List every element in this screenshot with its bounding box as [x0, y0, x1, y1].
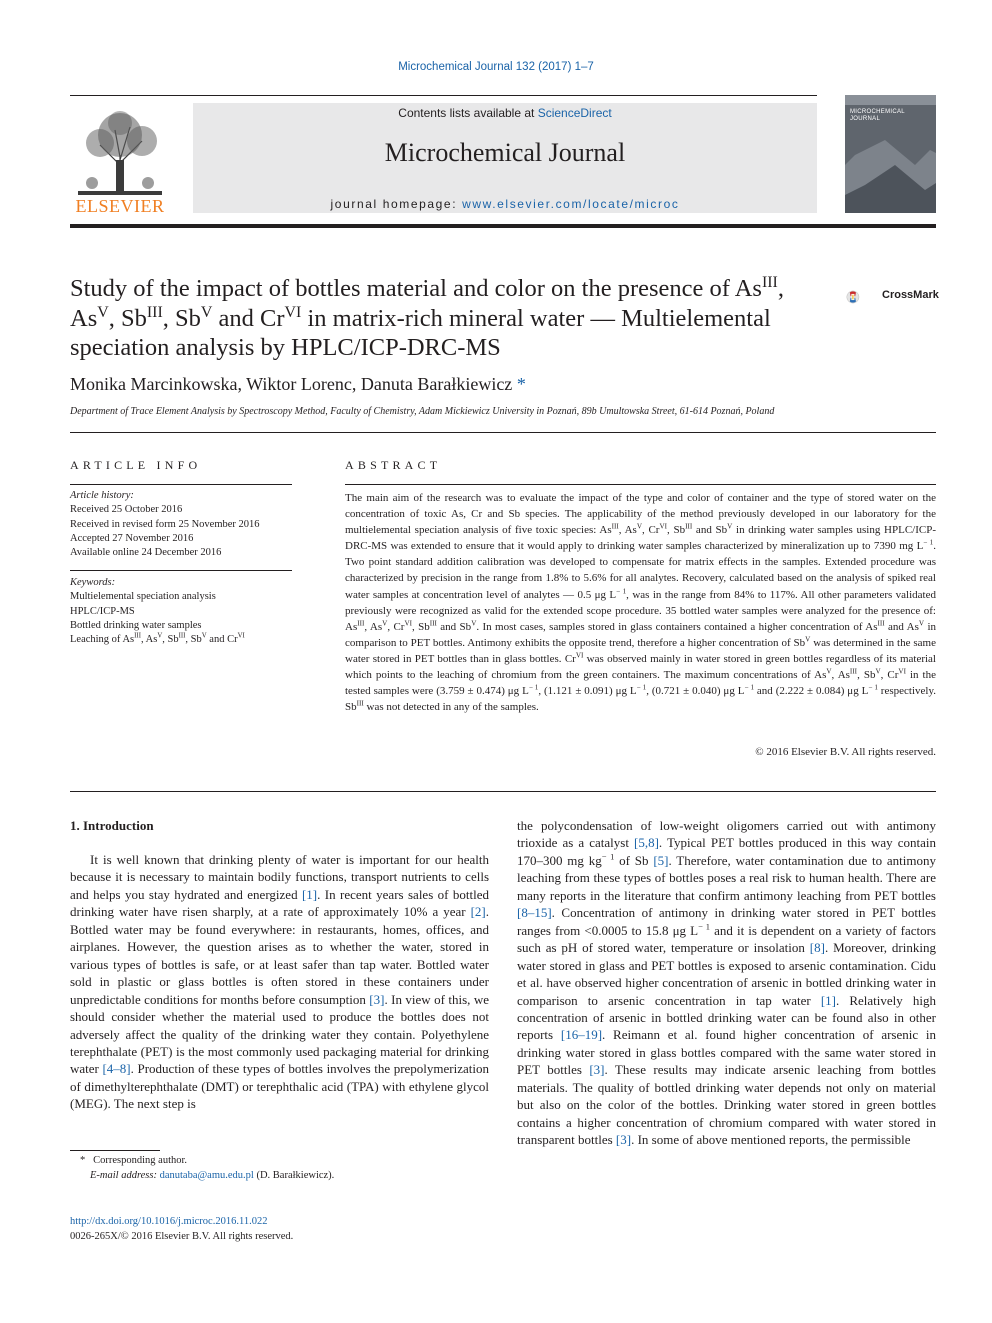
header-heavy-rule [70, 224, 936, 228]
elsevier-logo[interactable]: ELSEVIER [75, 196, 165, 216]
ref-link[interactable]: [1] [301, 886, 318, 902]
abstract-heading: ABSTRACT [345, 458, 442, 472]
corresponding-author-mark[interactable]: * [516, 374, 526, 394]
contents-line [193, 106, 817, 120]
contents-prefix: Contents lists available at [398, 106, 538, 120]
article-history: Article history: Received 25 October 2016 Received in revised form 25 November 2016 Accepted 27 November 2016 Available online 24 December 2016 [70, 490, 260, 559]
ref-link[interactable]: [3] [615, 1132, 632, 1148]
homepage-prefix: journal homepage: [330, 197, 463, 211]
journal-citation[interactable]: Microchemical Journal 132 (2017) 1–7 [398, 61, 594, 73]
crossmark-label[interactable]: CrossMark [882, 289, 939, 301]
footnote-rule [70, 1150, 160, 1151]
affiliation-rule [70, 432, 936, 433]
abstract-copyright: © 2016 Elsevier B.V. All rights reserved. [755, 746, 936, 758]
ref-link[interactable]: [8–15] [517, 905, 552, 921]
email-link[interactable]: danutaba@amu.edu.pl [159, 1169, 254, 1181]
ref-link[interactable]: [4–8] [102, 1061, 131, 1077]
crossmark-icon[interactable] [846, 279, 882, 315]
ref-link[interactable]: [3] [589, 1062, 605, 1078]
doi-link[interactable]: http://dx.doi.org/10.1016/j.microc.2016.11.022 [70, 1216, 268, 1227]
footer [70, 1215, 293, 1244]
author-names[interactable]: Monika Marcinkowska, Wiktor Lorenc, Danuta Barałkiewicz [70, 374, 513, 394]
cover-title: MICROCHEMICAL JOURNAL [850, 109, 905, 122]
ref-link[interactable]: [2] [470, 904, 486, 920]
introduction-heading: 1. Introduction [70, 818, 154, 833]
article-info-heading: ARTICLE INFO [70, 458, 202, 472]
intro-right-column: the polycondensation of low-weight oligomers carried out with antimony trioxide as a catalyst [5,8]. Typical PET bottles produced in this way contain 170–300 mg $kg^{- 1}$ of Sb [5]. Therefore, water contamination due to antimony leaching from these types of bottles poses a real risk to human health. There are many reports in the literature that confirm antimony leaching from PET bottles [8–15]. Concentration of antimony in drinking water stored in PET bottles ranges from <0.0005 to 15.8 μg $L^{- 1}$ and it is dependent on a variety of factors such as pH of stored water, temperature or insolation [8]. Moreover, drinking water stored in glass and PET bottles is exposed to arsenic contamination. Cidu et al. have observed higher concentration of arsenic in bottled drinking water in comparison to arsenic concentration in tap water [1]. Relatively high concentration of arsenic in bottled drinking water can be found also in other reports [16–19]. Reimann et al. found higher concentration of arsenic in drinking water stored in glass bottles compared with the same water stored in PET bottles [3]. These results may indicate arsenic leaching from bottles materials. The quality of bottled drinking water depends not only on material but also on the color of the bottles. Drinking water stored in green bottles contains a higher concentration of chromium compared with water stored in transparent bottles [3]. In some of above mentioned reports, the permissible [517, 818, 937, 1148]
sciencedirect-link[interactable]: ScienceDirect [537, 106, 612, 120]
ref-link[interactable]: [16–19] [560, 1027, 603, 1043]
affiliation: Department of Trace Element Analysis by Spectroscopy Method, Faculty of Chemistry, Adam Mickiewicz University in Poznań, 89b Umultowska Street, 61-614 Poznań, Poland [70, 406, 775, 417]
footnote: * Corresponding author. E-mail address: danutaba@amu.edu.pl (D. Barałkiewicz). [80, 1155, 335, 1181]
homepage-link[interactable]: www.elsevier.com/locate/microc [462, 197, 680, 211]
ref-link[interactable]: [1] [820, 992, 837, 1008]
keywords-rule [70, 570, 292, 571]
header-rule [70, 95, 817, 96]
ref-link[interactable]: [5,8] [634, 835, 659, 851]
abstract-rule [345, 484, 936, 485]
keywords: Keywords: Multielemental speciation analysis HPLC/ICP-MS Bottled drinking water samples Leaching of $As^{III}$, $As^V$, $Sb^{III}$, $Sb^V$ and $Cr^{VI}$ [70, 577, 245, 646]
authors [70, 374, 526, 395]
article-title: Study of the impact of bottles material and color on the presence of $As^{III}$, $As^V$, $Sb^{III}$, $Sb^V$ and $Cr^{VI}$ in matrix-rich mineral water — Multielemental speciation analysis by HPLC/ICP-DRC-MS [70, 273, 784, 361]
abstract-bottom-rule [70, 791, 936, 792]
ref-link[interactable]: [8] [809, 940, 825, 956]
intro-left-column: It is well known that drinking plenty of water is important for our health because it is necessary to maintain bodily functions, transport nutrients to cells and helps you stay hydrated and energized [1]. In recent years sales of bottled drinking water have risen sharply, at a rate of approximately 10% a year [2]. Bottled water may be found everywhere: in restaurants, homes, offices, and airplanes. However, the question arises as to whether the water, stored in various types of bottles is safe, or at least safer than tap water. Bottled water sold in plastic or glass bottles is often stored in these containers under unpredictable conditions for months before consumption [3]. In view of this, we should consider whether the material used to produce the bottles does not adversely affect the quality of the drinking water they contain. Polyethylene terephthalate (PET) is the most commonly used packaging material for drinking water [4–8]. Production of these types of bottles involves the prepolymerization of dimethylterephthalate (DMT) or terephthalic acid (TPA) with ethylene glycol (MEG). The next step is [70, 852, 489, 1112]
ref-link[interactable]: [3] [369, 991, 385, 1007]
journal-name: Microchemical Journal [384, 138, 626, 167]
ref-link[interactable]: [5] [653, 852, 669, 868]
journal-cover[interactable] [845, 95, 936, 213]
article-info-rule [70, 484, 292, 485]
issn-line: 0026-265X/© 2016 Elsevier B.V. All rights reserved. [70, 1230, 294, 1242]
abstract-text: The main aim of the research was to evaluate the impact of the type and color of container and the type of stored water on the concentration of toxic As, Cr and Sb species. The applicability of the method previously developed in our laboratory for the multielemental speciation analysis of five toxic species: $As^{III}$, $As^V$, $Cr^{VI}$, $Sb^{III}$ and $Sb^V$ in drinking water samples using HPLC/ICP-DRC-MS was extended to ensure that it would apply to drinking water samples characterized by mineralization up to 7390 mg $L^{- 1}$. Two point standard addition calibration was developed to compensate for matrix effects in the samples. Extended procedure was characterized by precision in the range from 1.8% to 5.6% for all analytes. Recovery, calculated based on the analysis of spiked real water samples at concentration level of analytes — 0.5 μg $L^{- 1}$, was in the range from 84% to 117%. All other parameters validated previously were recognized as valid for the extended scope procedure. 35 bottled water samples were analyzed for the presence of: $As^{III}$, $As^V$, $Cr^{VI}$, $Sb^{III}$ and $Sb^V$. In most cases, samples stored in glass containers contained a higher concentration of $As^{III}$ and $As^V$ in comparison to PET bottles. Antimony exhibits the opposite trend, therefore a higher concentration of $Sb^V$ was determined in the same water stored in PET bottles than in glass bottles. $Cr^{VI}$ was observed mainly in water stored in green bottles regardless of its material which points to the leaching of chromium from the green containers. The maximum concentrations of $As^V$, $As^{III}$, $Sb^V$, $Cr^{VI}$ in the tested samples were (3.759 ± 0.474) μg $L^{- 1}$, (1.121 ± 0.091) μg $L^{- 1}$, (0.721 ± 0.040) μg $L^{- 1}$ and (2.222 ± 0.084) μg $L^{- 1}$ respectively. $Sb^{III}$ was not detected in any of the samples. [345, 492, 937, 714]
journal-homepage [193, 197, 817, 211]
